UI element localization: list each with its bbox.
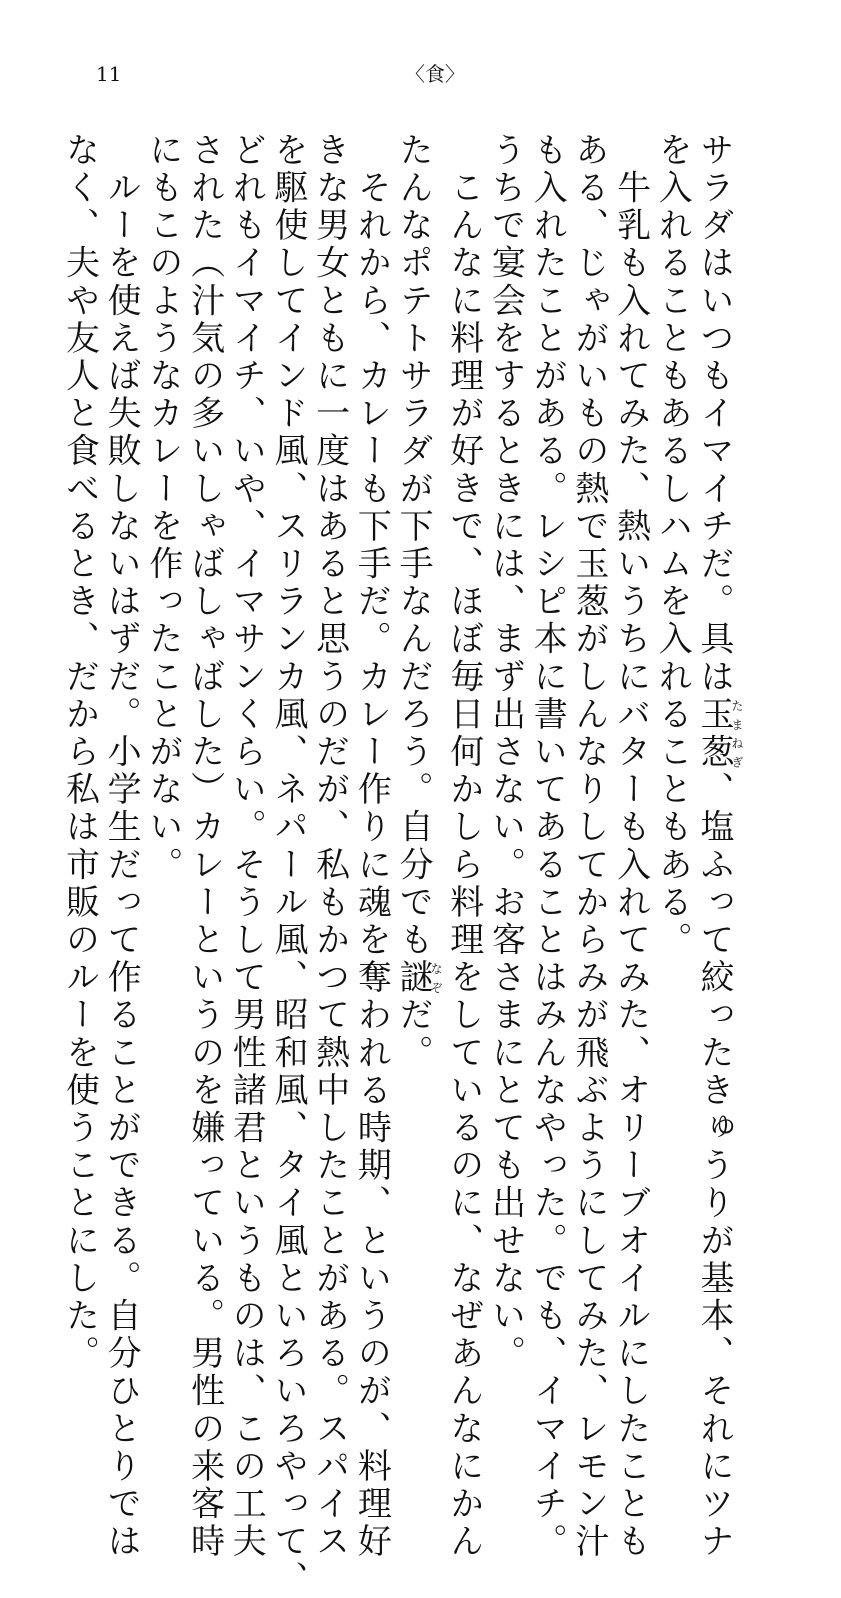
ruby-nazo: 謎なぞ: [393, 959, 444, 997]
text-line: きな男女ともに一度はあると思うのだが、私もかつて熱中したことがある。スパイス: [309, 132, 350, 1561]
text-line: こんなに料理が好きで、ほぼ毎日何かしら料理をしているのに、なぜあんなにかん: [443, 132, 484, 1561]
ruby-tamanegi: 玉葱たまねぎ: [694, 696, 744, 772]
text-line: にもこのようなカレーを作ったことがない。: [142, 132, 183, 884]
text-line: どれもイマイチ、いや、イマサンくらい。そうして男性諸君というものは、この工夫: [226, 132, 267, 1561]
text-line: うちで宴会をするときには、まず出さない。お客さまにとても出せない。: [485, 132, 526, 1373]
body-text: [58, 132, 744, 1598]
text-line: ルーを使えば失敗しないはずだ。小学生だって作ることができる。自分ひとりでは: [101, 132, 142, 1561]
text-line: それから、カレーも下手だ。カレー作りに魂を奪われる時期、というのが、料理好: [351, 132, 392, 1561]
text-line: も入れたことがある。レシピ本に書いてあることはみんなやった。でも、イマイチ。: [527, 132, 568, 1561]
ruby-reading-nazo: なぞ: [429, 959, 444, 997]
page-number: 11: [96, 62, 122, 86]
text-line: ある、じゃがいもの熱で玉葱がしんなりしてからみが飛ぶようにしてみた、レモン汁: [568, 132, 609, 1561]
ruby-reading-tamanegi: たまねぎ: [730, 696, 744, 772]
text-line: たんなポテトサラダが下手なんだろう。自分でも謎なぞだ。: [393, 132, 444, 1073]
text-line: を駆使してインド風、スリランカ風、ネパール風、昭和風、タイ風といろいろやって、: [267, 132, 308, 1598]
text-line: 牛乳も入れてみた、熱いうちにバターも入れてみた、オリーブオイルにしたことも: [610, 132, 651, 1561]
text-line: を入れることもあるしハムを入れることもある。: [652, 132, 693, 960]
running-head: 〈食〉: [405, 62, 465, 86]
text-line: なく、夫や友人と食べるとき、だから私は市販のルーを使うことにした。: [59, 132, 100, 1373]
text-line: された（汁気の多いしゃばしゃばした）カレーというのを嫌っている。男性の来客時: [184, 132, 225, 1561]
text-line: サラダはいつもイマイチだ。具は玉葱たまねぎ、塩ふって絞ったきゅうりが基本、それにツナ: [694, 132, 744, 1561]
